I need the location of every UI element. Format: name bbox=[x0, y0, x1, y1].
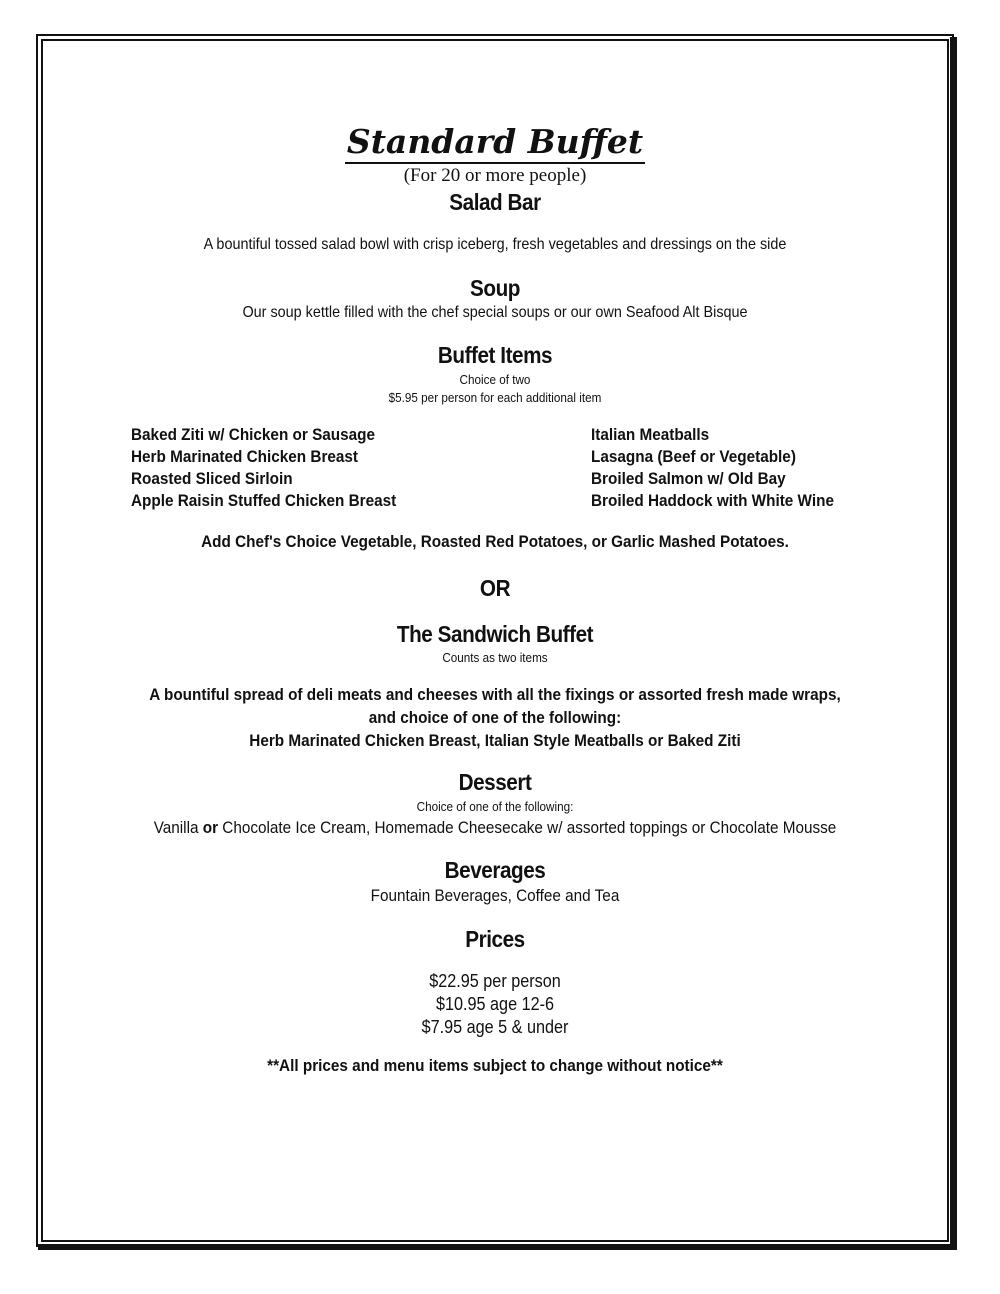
buffet-items-note-choice: Choice of two bbox=[459, 372, 531, 387]
salad-bar-heading: Salad Bar bbox=[449, 189, 541, 215]
salad-bar-description: A bountiful tossed salad bowl with crisp iceberg, fresh vegetables and dressings on the side bbox=[203, 236, 787, 253]
sandwich-line-3: Herb Marinated Chicken Breast, Italian Style Meatballs or Baked Ziti bbox=[249, 731, 741, 750]
beverages-heading: Beverages bbox=[444, 857, 546, 883]
buffet-items-left-column bbox=[131, 424, 396, 512]
buffet-item: Baked Ziti w/ Chicken or Sausage bbox=[131, 425, 376, 444]
buffet-item: Lasagna (Beef or Vegetable) bbox=[591, 447, 796, 466]
sandwich-line-2: and choice of one of the following: bbox=[368, 708, 622, 727]
or-divider: OR bbox=[479, 575, 511, 601]
page-border-shadow-right bbox=[950, 37, 957, 1250]
buffet-item: Broiled Haddock with White Wine bbox=[591, 491, 834, 510]
price-young-child: $7.95 age 5 & under bbox=[421, 1017, 569, 1037]
page-border-shadow-bottom bbox=[38, 1244, 956, 1250]
soup-description: Our soup kettle filled with the chef special soups or our own Seafood Alt Bisque bbox=[242, 304, 748, 321]
buffet-items-note-additional: $5.95 per person for each additional item bbox=[388, 390, 602, 405]
buffet-item: Herb Marinated Chicken Breast bbox=[131, 447, 359, 466]
sandwich-buffet-note: Counts as two items bbox=[442, 650, 548, 665]
buffet-items-heading: Buffet Items bbox=[437, 342, 553, 368]
dessert-description: Vanilla or Chocolate Ice Cream, Homemade Cheesecake w/ assorted toppings or Chocolate Mousse bbox=[153, 818, 837, 837]
buffet-item: Italian Meatballs bbox=[591, 425, 710, 444]
buffet-item: Broiled Salmon w/ Old Bay bbox=[591, 469, 786, 488]
buffet-add-on: Add Chef's Choice Vegetable, Roasted Red Potatoes, or Garlic Mashed Potatoes. bbox=[201, 532, 789, 551]
price-child: $10.95 age 12-6 bbox=[435, 994, 555, 1014]
disclaimer: **All prices and menu items subject to change without notice** bbox=[267, 1056, 723, 1075]
menu-subtitle: (For 20 or more people) bbox=[403, 165, 587, 186]
prices-heading: Prices bbox=[465, 926, 525, 952]
buffet-item: Roasted Sliced Sirloin bbox=[131, 469, 293, 488]
soup-heading: Soup bbox=[470, 275, 520, 301]
price-adult: $22.95 per person bbox=[429, 971, 561, 991]
dessert-note: Choice of one of the following: bbox=[416, 799, 574, 814]
buffet-items-right-column bbox=[591, 424, 834, 512]
buffet-item: Apple Raisin Stuffed Chicken Breast bbox=[131, 491, 397, 510]
sandwich-line-1: A bountiful spread of deli meats and cheeses with all the fixings or assorted fresh made wraps, bbox=[149, 685, 841, 704]
menu-title: Standard Buffet bbox=[60, 122, 930, 161]
beverages-description: Fountain Beverages, Coffee and Tea bbox=[370, 886, 620, 905]
dessert-heading: Dessert bbox=[458, 769, 532, 795]
sandwich-buffet-heading: The Sandwich Buffet bbox=[396, 621, 594, 647]
